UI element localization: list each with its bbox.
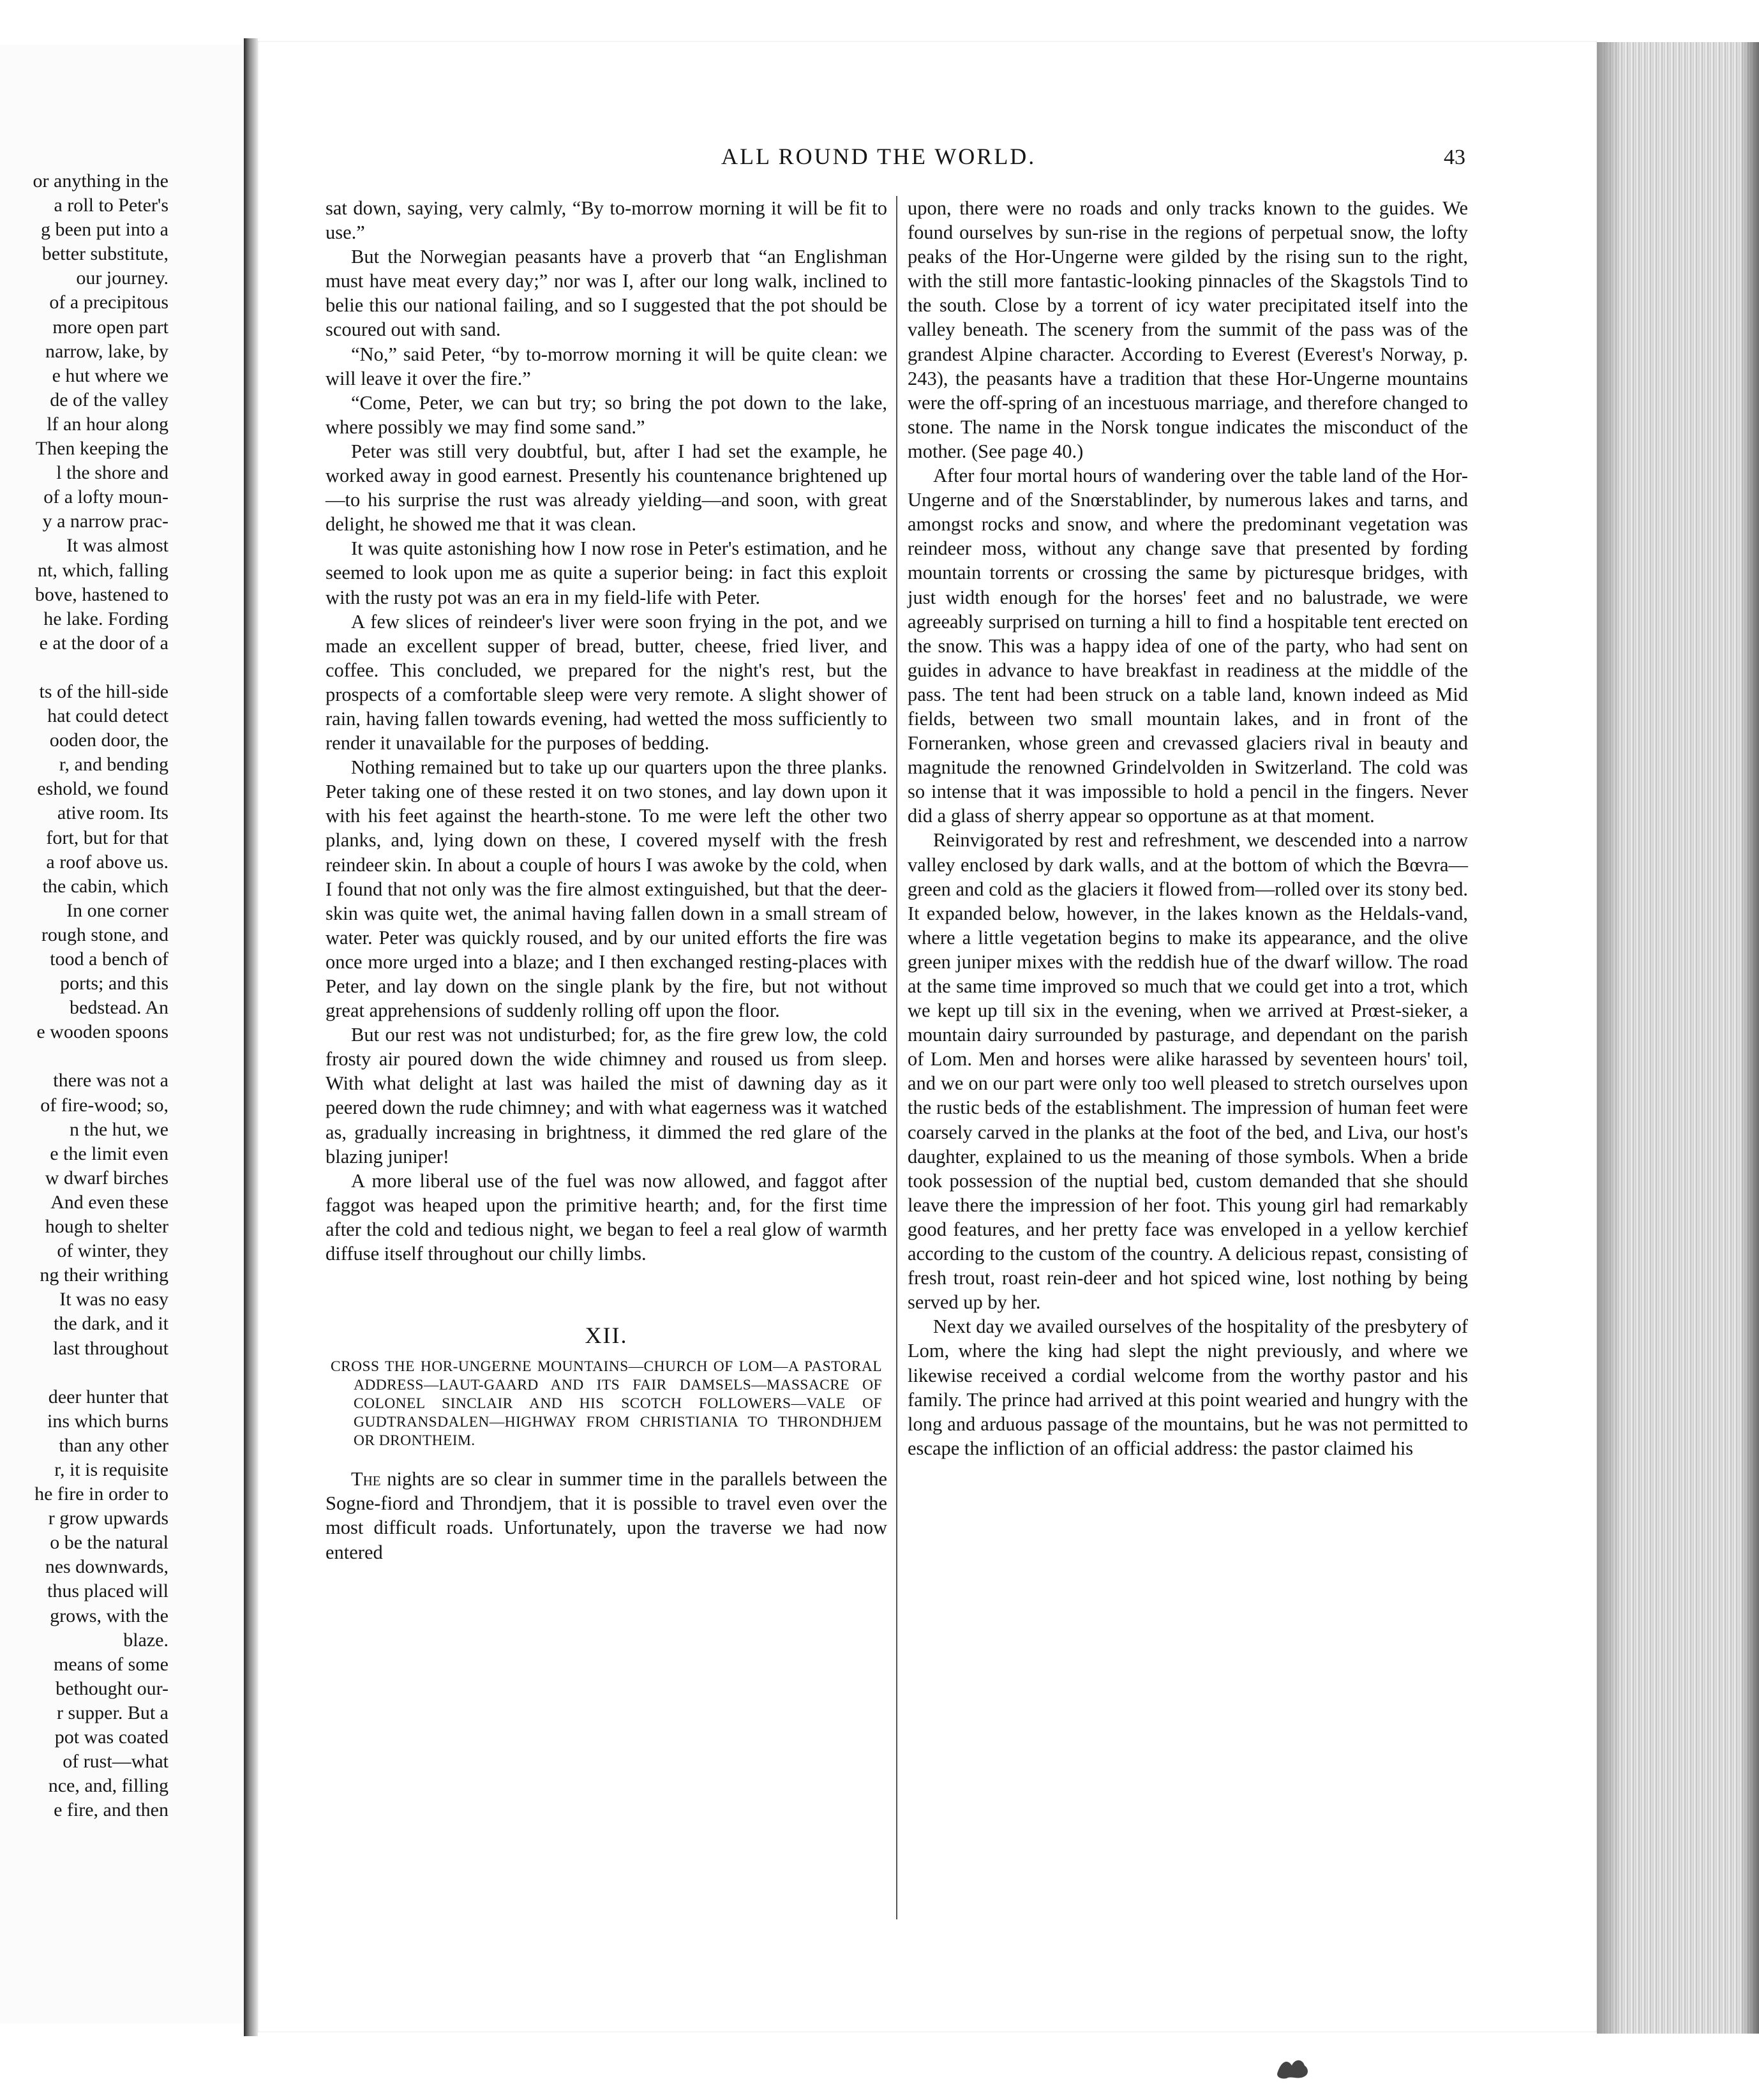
paragraph: Nothing remained but to take up our quarters upon the three planks. Peter taking one of these rested it on two stones, and lay down upon it with his feet against the hearth-stone. To me were left the other two planks, and, lying down on these, I covered myself with the fresh reindeer skin. In about a couple of hours I was awoke by the cold, when I found that not only was the fire almost extinguished, but that the deer-skin was quite wet, the animal having fallen down in a small stream of water. Peter was quickly roused, and by our united efforts the fire was once more urged into a blaze; and I then exchanged resting-places with Peter, and lay down on the single plank by the fire, but not without great apprehensions of suddenly rolling off upon the floor. [326,756,887,1022]
adjacent-page-line: there was not a [53,1070,168,1091]
adjacent-page-line: last throughout [53,1337,168,1359]
left-column [326,196,887,1564]
adjacent-page-line: pot was coated [54,1727,168,1748]
adjacent-page-line: our journey. [76,267,168,289]
chapter-opening-paragraph [326,1467,887,1564]
adjacent-page-line: It was no easy [59,1289,168,1310]
adjacent-page-line: g been put into a [41,219,168,241]
paragraph: “No,” said Peter, “by to-morrow morning it will be quite clean: we will leave it over the fire.” [326,343,887,389]
paragraph: sat down, saying, very calmly, “By to-morrow morning it will be fit to use.” [326,197,887,244]
adjacent-page-line: bedstead. An [70,997,168,1019]
paragraph: A few slices of reindeer's liver were soon frying in the pot, and we made an excellent supper of bread, butter, cheese, fried liver, and coffee. This concluded, we prepared for the night's rest, but the prospects of a comfortable sleep were very remote. A slight shower of rain, having fallen towards evening, had wetted the moss sufficiently to render it unavailable for the purposes of bedding. [326,610,887,754]
adjacent-page-line: of fire-wood; so, [40,1094,168,1116]
adjacent-page-line: of a precipitous [49,292,168,313]
adjacent-page-line [0,1361,168,1385]
adjacent-page-line: ports; and this [60,973,168,994]
adjacent-page-line: In one corner [66,899,168,921]
adjacent-page-line: thus placed will [47,1580,168,1602]
paragraph: Peter was still very doubtful, but, after I had set the example, he worked away in good earnest. Presently his countenance brightened up—to his surprise the rust was already yielding—and soon, with great delight, he showed me that it was clean. [326,440,887,536]
adjacent-page-line: or anything in the [33,170,168,191]
ink-blot [1275,2058,1311,2080]
adjacent-page-line: r, and bending [59,754,168,776]
adjacent-page-line: blaze. [123,1629,168,1651]
right-column [908,196,1468,1460]
adjacent-page-line: r, it is requisite [54,1459,168,1480]
adjacent-page-line: e at the door of a [39,632,168,654]
adjacent-page-line [0,656,168,680]
adjacent-page-line: tood a bench of [50,949,168,970]
adjacent-page-line: l the shore and [56,462,168,484]
chapter-heading: XII. [585,1323,628,1349]
adjacent-page-line: n the hut, we [70,1118,168,1140]
adjacent-page-line: of winter, they [57,1240,168,1262]
paragraph: But the Norwegian peasants have a proverb that “an Englishman must have meat every day;” nor was I, after our long walk, inclined to belie this our national failing, and so I suggested that the pot should be scoured out with sand. [326,246,887,341]
paragraph: upon, there were no roads and only tracks known to the guides. We found ourselves by sun-rise in the regions of perpetual snow, the lofty peaks of the Hor-Ungerne were gilded by the rising sun to the right, with the still more fantastic-looking pinnacles of the Skagstols Tind to the south. Close by a torrent of icy water precipitated itself into the valley beneath. The scenery from the summit of the pass was of the grandest Alpine character. According to Everest (Everest's Norway, p. 243), the peasants have a tradition that these Hor-Ungerne mountains were the off-spring of an incestuous marriage, and therefore changed to stone. The name in the Norsk tongue indicates the misconduct of the mother. (See page 40.) [908,197,1468,462]
adjacent-page-line: de of the valley [50,389,168,410]
paragraph: It was quite astonishing how I now rose in Peter's estimation, and he seemed to look upon me as quite a superior being: in fact this exploit with the rusty pot was an era in my field-life with Peter. [326,537,887,608]
adjacent-page-line: e the limit even [50,1143,168,1164]
adjacent-page-line: bethought our- [56,1677,168,1699]
adjacent-page-line: ins which burns [47,1410,168,1432]
chapter-opening-text: nights are so clear in summer time in the parallels between the Sogne-fiord and Throndjem, that it is possible to travel even over the most difficult roads. Unfortunately, upon the traverse we had now entered [326,1468,887,1563]
adjacent-page-line: a roll to Peter's [54,195,168,216]
adjacent-page-line: he fire in order to [34,1483,168,1505]
adjacent-page-line: deer hunter that [48,1386,168,1407]
adjacent-page-line: he lake. Fording [43,608,168,629]
adjacent-page-line: r grow upwards [48,1508,168,1529]
adjacent-page-line: narrow, lake, by [45,340,168,362]
adjacent-page-line: y a narrow prac- [42,511,168,532]
paragraph: Next day we availed ourselves of the hospitality of the presbytery of Lom, where the king had slept the night previously, and where we likewise received a cordial welcome from the worthy pastor and his family. The prince had arrived at this point wearied and hungry with the long and arduous passage of the mountains, but he was not permitted to escape the infliction of an official address: the pastor claimed his [908,1316,1468,1459]
adjacent-page-line: a roof above us. [46,851,168,873]
adjacent-page-line: more open part [52,316,168,338]
adjacent-page-line: fort, but for that [46,827,168,848]
adjacent-page-line [0,1044,168,1069]
adjacent-page-line: r supper. But a [57,1702,168,1723]
adjacent-page-line: Then keeping the [35,438,168,460]
column-rule [896,196,897,1919]
adjacent-page-line: e hut where we [52,364,168,386]
adjacent-page-line: nt, which, falling [38,559,168,581]
adjacent-page-line: e fire, and then [54,1799,168,1821]
running-head: ALL ROUND THE WORLD. [721,144,1037,169]
adjacent-page-line: than any other [59,1434,168,1456]
adjacent-page-line: ng their writhing [40,1264,168,1286]
adjacent-page-line: eshold, we found [37,778,168,800]
adjacent-page-line: e wooden spoons [36,1021,168,1043]
adjacent-page-line: ative room. Its [57,802,168,824]
adjacent-page-line: the dark, and it [54,1313,168,1335]
adjacent-page-line: grows, with the [50,1605,168,1626]
paragraph: Reinvigorated by rest and refreshment, we descended into a narrow valley enclosed by dark walls, and at the bottom of which the Bœvra—green and cold as the glaciers it flowed from—rolled over its stony bed. It expanded below, however, in the lakes known as the Heldals-vand, where a little vegetation begins to make its appearance, and the olive green juniper mixes with the reddish hue of the dwarf willow. The road at the same time improved so much that we could get into a trot, which we kept up till six in the evening, when we arrived at Prœst-sieker, a mountain dairy surrounded by pasturage, and dependant on the parish of Lom. Men and horses were alike harassed by seventeen hours' toil, and we on our part were only too well pleased to stretch ourselves upon the rustic beds of the establishment. The impression of human feet were coarsely carved in the planks at the foot of the bed, and Liva, our host's daughter, explained to us the meaning of those symbols. When a bride took possession of the nuptial bed, custom demanded that she should leave there the impression of her foot. This young girl had remarkably good features, and her pretty face was enveloped in a yellow kerchief according to the custom of the country. A delicious repast, consisting of fresh trout, roast rein-deer and hot spiced wine, lost nothing by being served up by her. [908,829,1468,1314]
adjacent-page-line: ts of the hill-side [39,680,168,702]
adjacent-page-line: the cabin, which [42,875,168,897]
adjacent-page-line: It was almost [66,535,168,557]
paragraph: After four mortal hours of wandering over the table land of the Hor-Ungerne and of the Snœrstablinder, by numerous lakes and tarns, and amongst rocks and snow, and where the predominant vegetation was reindeer moss, without any change save that presented by fording mountain torrents or crossing the same by picturesque bridges, with just width enough for the horses' feet and no balustrade, we were agreeably surprised on turning a hill to find a hospitable tent erected on the snow. This was a happy idea of one of the party, who had sent on guides in advance to have breakfast in readiness at the middle of the pass. The tent had been struck on a table land, known indeed as Mid fields, between two small mountain lakes, and in front of the Forneranken, whose green and crevassed glaciers rival in beauty and magnitude the renowned Grindelvolden in Switzerland. The cold was so intense that it was impossible to hold a pencil in the fingers. Never did a glass of sherry appear so opportune as at that moment. [908,465,1468,827]
adjacent-page-lines [0,169,168,1822]
adjacent-page-line: bove, hastened to [34,583,168,605]
adjacent-page-line: of a lofty moun- [43,486,168,508]
adjacent-page-line: And even these [50,1191,168,1213]
adjacent-page-line: means of some [54,1653,168,1675]
paragraph: A more liberal use of the fuel was now allowed, and faggot after faggot was heaped upon the primitive hearth; and, for the first time after the cold and tedious night, we began to feel a real glow of warmth diffuse itself throughout our chilly limbs. [326,1169,887,1265]
adjacent-page-line: of rust—what [63,1751,168,1773]
adjacent-page-line: rough stone, and [41,924,168,945]
adjacent-page-line: lf an hour along [47,413,168,435]
chapter-opening-word: The [351,1468,381,1490]
adjacent-page-line: hat could detect [47,705,168,727]
paragraph: “Come, Peter, we can but try; so bring the pot down to the lake, where possibly we may find some sand.” [326,391,887,438]
adjacent-page-line: nce, and, filling [48,1775,168,1797]
page-edges [1597,42,1759,2034]
book-gutter [244,38,258,2036]
adjacent-page-line: hough to shelter [45,1216,168,1238]
adjacent-page-line: nes downwards, [45,1556,168,1578]
adjacent-page-line: w dwarf birches [45,1167,168,1189]
page-number: 43 [1444,146,1465,169]
chapter-summary: CROSS THE HOR-UNGERNE MOUNTAINS—CHURCH OF LOM—A PASTORAL ADDRESS—LAUT-GAARD AND ITS FAIR DAMSELS—MASSACRE OF COLONEL SINCLAIR AND HIS SCOTCH FOLLOWERS—VALE OF GUDTRANSDALEN—HIGHWAY FROM CHRISTIANIA TO THRONDHJEM OR DRONTHEIM. [331,1358,882,1450]
adjacent-page-line: ooden door, the [49,730,168,751]
adjacent-page-line: better substitute, [41,243,168,265]
adjacent-page-line: o be the natural [50,1532,168,1554]
paragraph: But our rest was not undisturbed; for, as the fire grew low, the cold frosty air poured down the wide chimney and roused us from sleep. With what delight at last was hailed the mist of dawning day as it peered down the rude chimney; and with what eagerness was it watched as, gradually increasing in brightness, it dimmed the red glare of the blazing juniper! [326,1024,887,1167]
adjacent-page-fragment [0,45,244,2023]
